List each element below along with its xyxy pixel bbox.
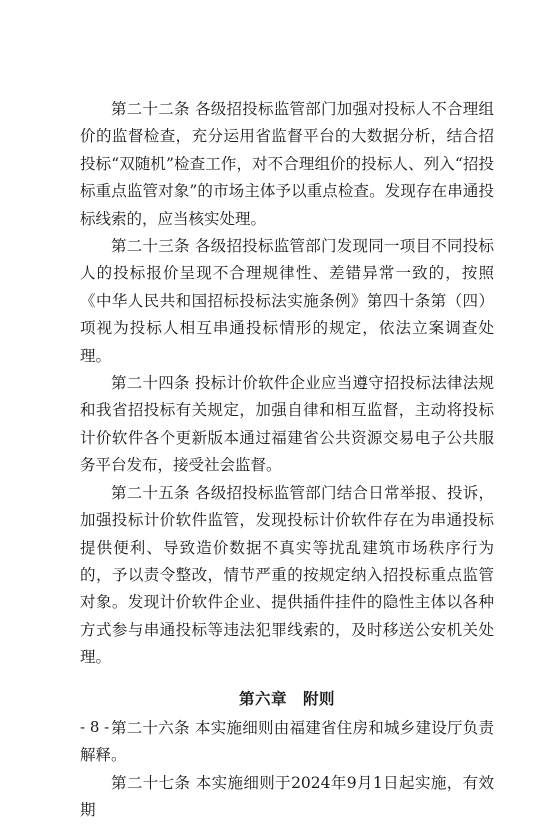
article-24: 第二十四条 投标计价软件企业应当遵守招投标法律法规和我省招投标有关规定，加强自律和相互监督，主动将投标计价软件各个更新版本通过福建省公共资源交易电子公共服务平台发布，接受社会监督。 bbox=[80, 374, 494, 475]
chapter-title: 附则 bbox=[303, 689, 336, 708]
article-23: 第二十三条 各级招投标监管部门发现同一项目不同投标人的投标报价呈现不合理规律性、差错异常一致的，按照《中华人民共和国招标投标法实施条例》第四十条第（四）项视为投标人相互串通投标情形的规定，依法立案调查处理。 bbox=[80, 237, 494, 365]
article-25: 第二十五条 各级招投标监管部门结合日常举报、投诉，加强投标计价软件监管，发现投标计价软件存在为串通投标提供便利、导致造价数据不真实等扰乱建筑市场秩序行为的，予以责令整改，情节严重的按规定纳入招投标重点监管对象。发现计价软件企业、提供插件挂件的隐性主体以各种方式参与串通投标等违法犯罪线索的，及时移送公安机关处理。 bbox=[80, 483, 494, 667]
chapter-number: 第六章 bbox=[238, 689, 287, 708]
page-number: - 8 - bbox=[80, 718, 110, 736]
chapter-heading bbox=[80, 686, 494, 713]
article-22: 第二十二条 各级招投标监管部门加强对投标人不合理组价的监督检查，充分运用省监督平台的大数据分析，结合招投标“双随机”检查工作，对不合理组价的投标人、列入“招投标重点监管对象”的市场主体予以重点检查。发现存在串通投标线索的，应当核实处理。 bbox=[80, 100, 494, 228]
article-27: 第二十七条 本实施细则于2024年9月1日起实施，有效期 bbox=[80, 773, 494, 820]
article-26: 第二十六条 本实施细则由福建省住房和城乡建设厅负责解释。 bbox=[80, 718, 494, 765]
body-text bbox=[80, 96, 494, 825]
